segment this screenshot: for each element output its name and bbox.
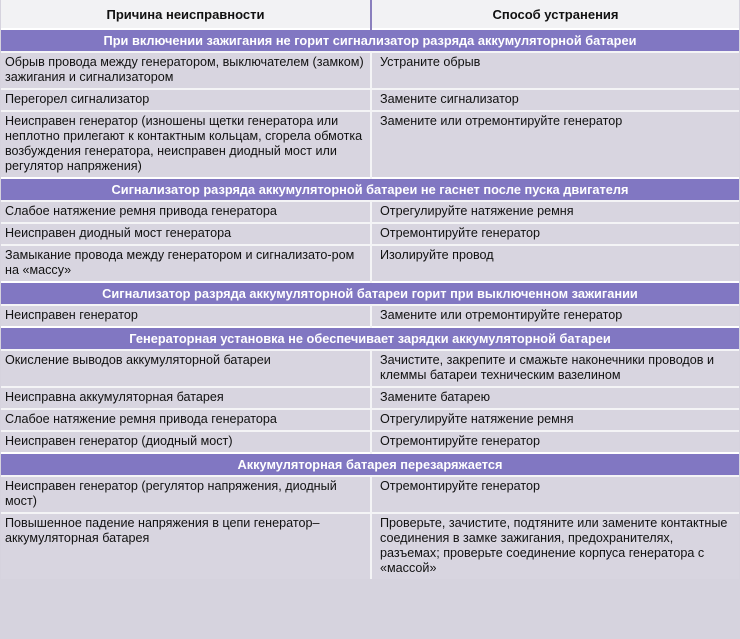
cause-cell: Слабое натяжение ремня привода генератора — [1, 201, 371, 223]
remedy-cell: Проверьте, зачистите, подтяните или замените контактные соединения в замке зажигания, предохранителях, разъемах; проверьте соединение корпуса генератора с «массой» — [371, 513, 739, 579]
table-row — [1, 89, 739, 111]
cause-cell: Окисление выводов аккумуляторной батареи — [1, 350, 371, 387]
table-row — [1, 350, 739, 387]
table-row — [1, 245, 739, 282]
section-title: При включении зажигания не горит сигнализатор разряда аккумуляторной батареи — [1, 29, 739, 52]
section-header — [1, 178, 739, 201]
section-title: Сигнализатор разряда аккумуляторной батареи горит при выключенном зажигании — [1, 282, 739, 305]
header-remedy: Способ устранения — [371, 0, 739, 29]
remedy-cell: Устраните обрыв — [371, 52, 739, 89]
table-header-row — [1, 0, 739, 29]
table-row — [1, 431, 739, 453]
cause-cell: Неисправен генератор (изношены щетки генератора или неплотно прилегают к контактным кольцам, сгорела обмотка возбуждения генератора, неисправен диодный мост или регулятор напряжения) — [1, 111, 371, 178]
cause-cell: Повышенное падение напряжения в цепи генератор–аккумуляторная батарея — [1, 513, 371, 579]
section-title: Сигнализатор разряда аккумуляторной батареи не гаснет после пуска двигателя — [1, 178, 739, 201]
cause-cell: Неисправен генератор (диодный мост) — [1, 431, 371, 453]
section-header — [1, 29, 739, 52]
table-row — [1, 476, 739, 513]
cause-cell: Неисправен диодный мост генератора — [1, 223, 371, 245]
cause-cell: Замыкание провода между генератором и сигнализато-ром на «массу» — [1, 245, 371, 282]
cause-cell: Неисправен генератор (регулятор напряжения, диодный мост) — [1, 476, 371, 513]
cause-cell: Слабое натяжение ремня привода генератора — [1, 409, 371, 431]
remedy-cell: Замените или отремонтируйте генератор — [371, 305, 739, 327]
remedy-cell: Замените батарею — [371, 387, 739, 409]
section-header — [1, 453, 739, 476]
remedy-cell: Замените сигнализатор — [371, 89, 739, 111]
table-row — [1, 387, 739, 409]
troubleshooting-table — [1, 0, 739, 579]
table-row — [1, 52, 739, 89]
table-row — [1, 223, 739, 245]
remedy-cell: Отрегулируйте натяжение ремня — [371, 201, 739, 223]
table-row — [1, 305, 739, 327]
cause-cell: Обрыв провода между генератором, выключателем (замком) зажигания и сигнализатором — [1, 52, 371, 89]
remedy-cell: Замените или отремонтируйте генератор — [371, 111, 739, 178]
cause-cell: Неисправен генератор — [1, 305, 371, 327]
section-title: Генераторная установка не обеспечивает зарядки аккумуляторной батареи — [1, 327, 739, 350]
remedy-cell: Отремонтируйте генератор — [371, 431, 739, 453]
section-header — [1, 282, 739, 305]
section-header — [1, 327, 739, 350]
table-row — [1, 201, 739, 223]
remedy-cell: Зачистите, закрепите и смажьте наконечники проводов и клеммы батареи техническим вазелином — [371, 350, 739, 387]
remedy-cell: Отремонтируйте генератор — [371, 223, 739, 245]
remedy-cell: Изолируйте провод — [371, 245, 739, 282]
cause-cell: Перегорел сигнализатор — [1, 89, 371, 111]
remedy-cell: Отрегулируйте натяжение ремня — [371, 409, 739, 431]
table-row — [1, 409, 739, 431]
section-title: Аккумуляторная батарея перезаряжается — [1, 453, 739, 476]
table-body — [1, 29, 739, 579]
cause-cell: Неисправна аккумуляторная батарея — [1, 387, 371, 409]
header-cause: Причина неисправности — [1, 0, 371, 29]
remedy-cell: Отремонтируйте генератор — [371, 476, 739, 513]
table-row — [1, 111, 739, 178]
table-row — [1, 513, 739, 579]
